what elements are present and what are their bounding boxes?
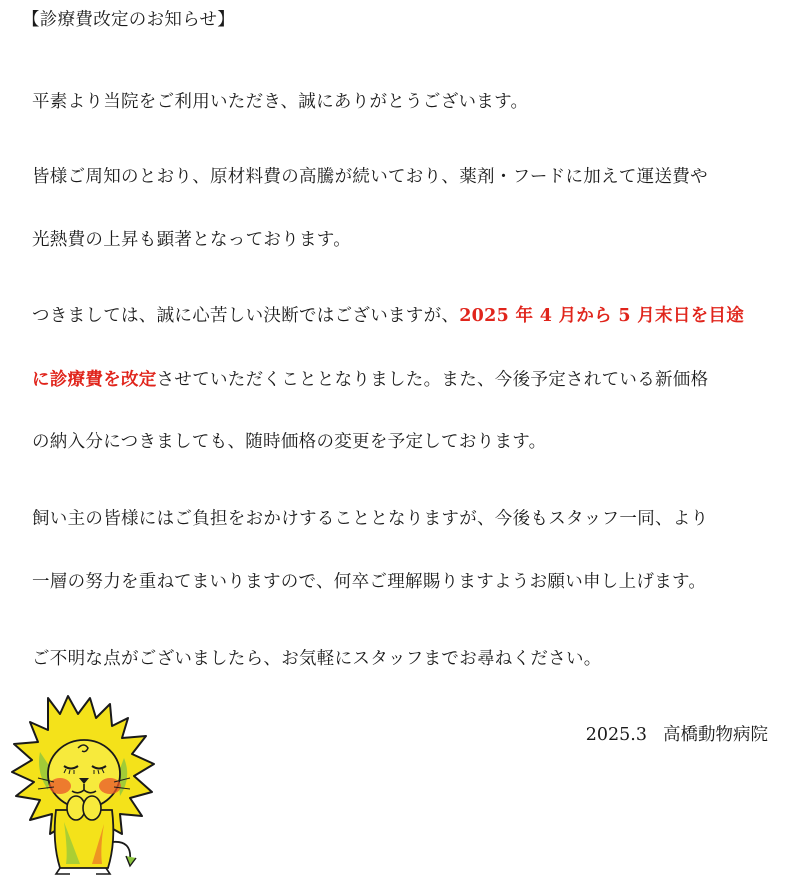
notice-date: 2025.3 (585, 725, 647, 745)
signature (586, 723, 768, 747)
revision-period-highlight: 2025 年 4 月から 5 月末日を目途 (459, 306, 745, 326)
apology-line-2: 一層の努力を重ねてまいりますので、何卒ご理解賜りますようお願い申し上げます。 (32, 572, 707, 592)
revision-line-3: の納入分につきましても、随時価格の変更を予定しております。 (32, 432, 547, 452)
apology-line-1: 飼い主の皆様にはご負担をおかけすることとなりますが、今後もスタッフ一同、より (32, 509, 709, 529)
revision-line-1-text: つきましては、誠に心苦しい決断ではございますが、 (32, 306, 460, 326)
revision-line-2 (32, 368, 708, 392)
revision-line-1 (32, 304, 744, 328)
clinic-name: 高橋動物病院 (663, 725, 768, 745)
lion-mascot-icon (8, 692, 158, 878)
greeting-paragraph: 平素より当院をご利用いただき、誠にありがとうございます。 (32, 92, 529, 112)
revision-subject-highlight: に診療費を改定 (32, 370, 157, 390)
reason-line-1: 皆様ご周知のとおり、原材料費の高騰が続いており、薬剤・フードに加えて運送費や (32, 167, 708, 187)
revision-line-2-text: させていただくこととなりました。また、今後予定されている新価格 (156, 370, 709, 390)
contact-paragraph: ご不明な点がございましたら、お気軽にスタッフまでお尋ねください。 (32, 649, 602, 669)
notice-title: 【診療費改定のお知らせ】 (22, 10, 236, 30)
reason-line-2: 光熱費の上昇も顕著となっております。 (32, 230, 351, 250)
